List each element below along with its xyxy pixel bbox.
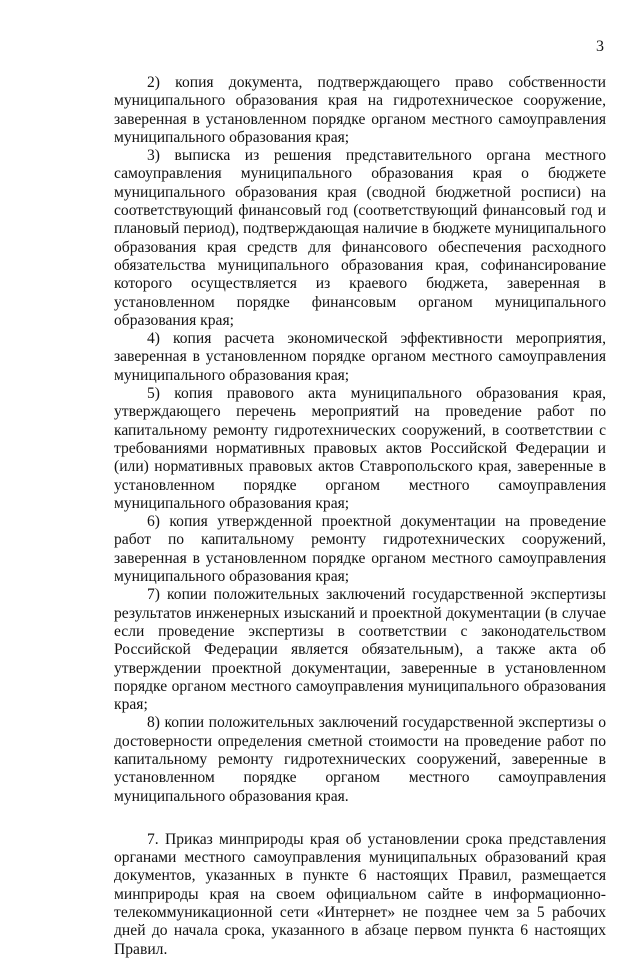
list-item-3: 3) выписка из решения представительного органа местного самоуправления муниципального образования края о бюджете муниципального образования края (сводной бюджетной росписи) на соответствующий финансовый год (соответствующий финансовый год и плановый период), подтверждающая наличие в бюджете муниципального образования края средств для финансового обеспечения расходного обязательства муниципального образования края, софинансирование которого осуществляется из краевого бюджета, заверенная в установленном порядке финансовым органом муниципального образования края; (114, 147, 606, 329)
list-item-6: 6) копия утвержденной проектной документации на проведение работ по капитальному ремонту гидротехнических сооружений, заверенная в установленном порядке органом местного самоуправления муниципального образования края; (114, 513, 606, 586)
list-item-4: 4) копия расчета экономической эффективности мероприятия, заверенная в установленном порядке органом местного самоуправления муниципального образования края; (114, 330, 606, 384)
list-item-5: 5) копия правового акта муниципального образования края, утверждающего перечень мероприятий на проведение работ по капитальному ремонту гидротехнических сооружений, в соответствии с требованиями нормативных правовых актов Российской Федерации и (или) нормативных правовых актов Ставропольского края, заверенные в установленном порядке органом местного самоуправления муниципального образования края; (114, 385, 606, 512)
document-body (114, 74, 606, 959)
list-item-7: 7) копии положительных заключений государственной экспертизы результатов инженерных изысканий и проектной документации (в случае если проведение экспертизы в соответствии с законодательством Российской Федерации является обязательным), а также акта об утверждении проектной документации, заверенные в установленном порядке органом местного самоуправления муниципального образования края; (114, 586, 606, 714)
section-7-paragraph: 7. Приказ минприроды края об установлении срока представления органами местного самоуправления муниципальных образований края документов, указанных в пункте 6 настоящих Правил, размещается минприроды края на своем официальном сайте в информационно-телекоммуникационной сети «Интернет» не позднее чем за 5 рабочих дней до начала срока, указанного в абзаце первом пункта 6 настоящих Правил. (114, 830, 606, 958)
list-item-2: 2) копия документа, подтверждающего право собственности муниципального образования края на гидротехническое сооружение, заверенная в установленном порядке органом местного самоуправления муниципального образования края; (114, 74, 606, 146)
list-item-8: 8) копии положительных заключений государственной экспертизы о достоверности определения сметной стоимости на проведение работ по капитальному ремонту гидротехнических сооружений, заверенные в установленном порядке органом местного самоуправления муниципального образования края. (114, 714, 606, 805)
page-number: 3 (596, 38, 604, 55)
